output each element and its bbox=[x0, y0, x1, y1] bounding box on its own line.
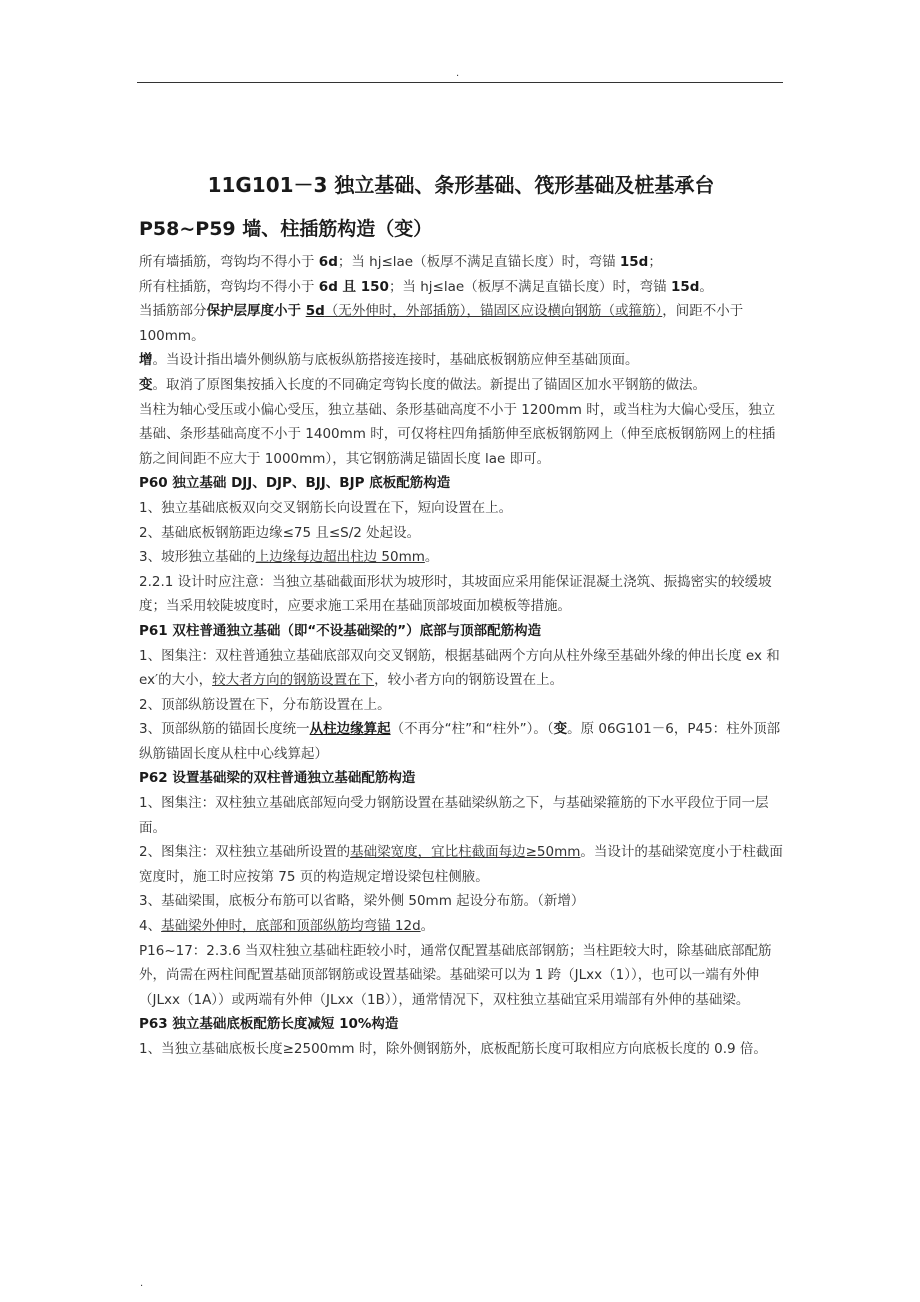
list-item: 1、图集注：双柱普通独立基础底部双向交叉钢筋，根据基础两个方向从柱外缘至基础外缘的伸出长度 ex 和 ex′的大小，较大者方向的钢筋设置在下，较小者方向的钢筋设置在上。 bbox=[139, 647, 780, 689]
list-item: 2、基础底板钢筋距边缘≤75 且≤S/2 处起设。 bbox=[139, 524, 421, 541]
paragraph-foundation-beam: P16~17：2.3.6 当双柱独立基础柱距较小时，通常仅配置基础底部钢筋；当柱距较大时，除基础底部配筋外，尚需在两柱间配置基础顶部钢筋或设置基础梁。基础梁可以为 1 跨（JLxx（1）），也可以一端有外伸（JLxx（1A））或两端有外伸（JLxx（1B）），通常情况下，双柱独立基础宜采用端部有外伸的基础梁。 bbox=[139, 942, 772, 1008]
paragraph-column-dowels: 所有柱插筋，弯钩均不得小于 6d 且 150；当 hj≤lae（板厚不满足直锚长度）时，弯锚 15d。 bbox=[139, 278, 713, 295]
paragraph-cover-thickness: 当插筋部分保护层厚度小于 5d（无外伸时，外部插筋），锚固区应设横向钢筋（或箍筋），间距不小于 100mm。 bbox=[139, 303, 744, 344]
paragraph-design-note: 2.2.1 设计时应注意：当独立基础截面形状为坡形时，其坡面应采用能保证混凝土浇筑、振捣密实的较缓坡度；当采用较陡坡度时，应要求施工采用在基础顶部坡面加模板等措施。 bbox=[139, 573, 772, 615]
section-heading-p60: P60 独立基础 DJJ、DJP、BJJ、BJP 底板配筋构造 bbox=[139, 475, 451, 492]
list-item: 3、顶部纵筋的锚固长度统一从柱边缘算起（不再分“柱”和“柱外”）。（变。原 06G101－6，P45：柱外顶部纵筋锚固长度从柱中心线算起） bbox=[139, 721, 781, 762]
document-body bbox=[139, 168, 783, 1062]
header-mark: . bbox=[456, 68, 460, 79]
list-item: 4、基础梁外伸时，底部和顶部纵筋均弯锚 12d。 bbox=[139, 918, 435, 935]
list-item: 3、坡形独立基础的上边缘每边超出柱边 50mm。 bbox=[139, 549, 439, 566]
paragraph-added: 增。当设计指出墙外侧纵筋与底板纵筋搭接连接时，基础底板钢筋应伸至基础顶面。 bbox=[139, 352, 639, 369]
document-title: 11G101－3 独立基础、条形基础、筏形基础及桩基承台 bbox=[207, 173, 715, 197]
section-heading-p63: P63 独立基础底板配筋长度减短 10%构造 bbox=[139, 1016, 399, 1033]
header-rule bbox=[137, 82, 783, 83]
section-heading-p61: P61 双柱普通独立基础（即“不设基础梁的”）底部与顶部配筋构造 bbox=[139, 622, 542, 639]
list-item: 2、图集注：双柱独立基础所设置的基础梁宽度，宜比柱截面每边≥50mm。当设计的基础梁宽度小于柱截面宽度时，施工时应按第 75 页的构造规定增设梁包柱侧腋。 bbox=[139, 844, 783, 885]
paragraph-compression: 当柱为轴心受压或小偏心受压，独立基础、条形基础高度不小于 1200mm 时，或当柱为大偏心受压，独立基础、条形基础高度不小于 1400mm 时，可仅将柱四角插筋伸至底板钢筋网上（伸至底板钢筋网上的柱插筋之间间距不应大于 1000mm），其它钢筋满足锚固长度 lae 即可。 bbox=[139, 401, 776, 467]
paragraph-wall-dowels: 所有墙插筋，弯钩均不得小于 6d；当 hj≤lae（板厚不满足直锚长度）时，弯锚 15d； bbox=[139, 254, 662, 270]
list-item: 3、基础梁围，底板分布筋可以省略，梁外侧 50mm 起设分布筋。（新增） bbox=[139, 893, 585, 910]
list-item: 1、图集注：双柱独立基础底部短向受力钢筋设置在基础梁纵筋之下，与基础梁箍筋的下水平段位于同一层面。 bbox=[139, 795, 769, 836]
paragraph-changed: 变。取消了原图集按插入长度的不同确定弯钩长度的做法。新提出了锚固区加水平钢筋的做法。 bbox=[139, 376, 706, 393]
list-item: 2、顶部纵筋设置在下，分布筋设置在上。 bbox=[139, 696, 391, 713]
footer-mark: . bbox=[140, 1278, 144, 1289]
section-heading-p58: P58~P59 墙、柱插筋构造（变） bbox=[139, 218, 433, 240]
section-heading-p62: P62 设置基础梁的双柱普通独立基础配筋构造 bbox=[139, 770, 416, 787]
list-item: 1、当独立基础底板长度≥2500mm 时，除外侧钢筋外，底板配筋长度可取相应方向底板长度的 0.9 倍。 bbox=[139, 1041, 767, 1057]
list-item: 1、独立基础底板双向交叉钢筋长向设置在下，短向设置在上。 bbox=[139, 499, 513, 516]
